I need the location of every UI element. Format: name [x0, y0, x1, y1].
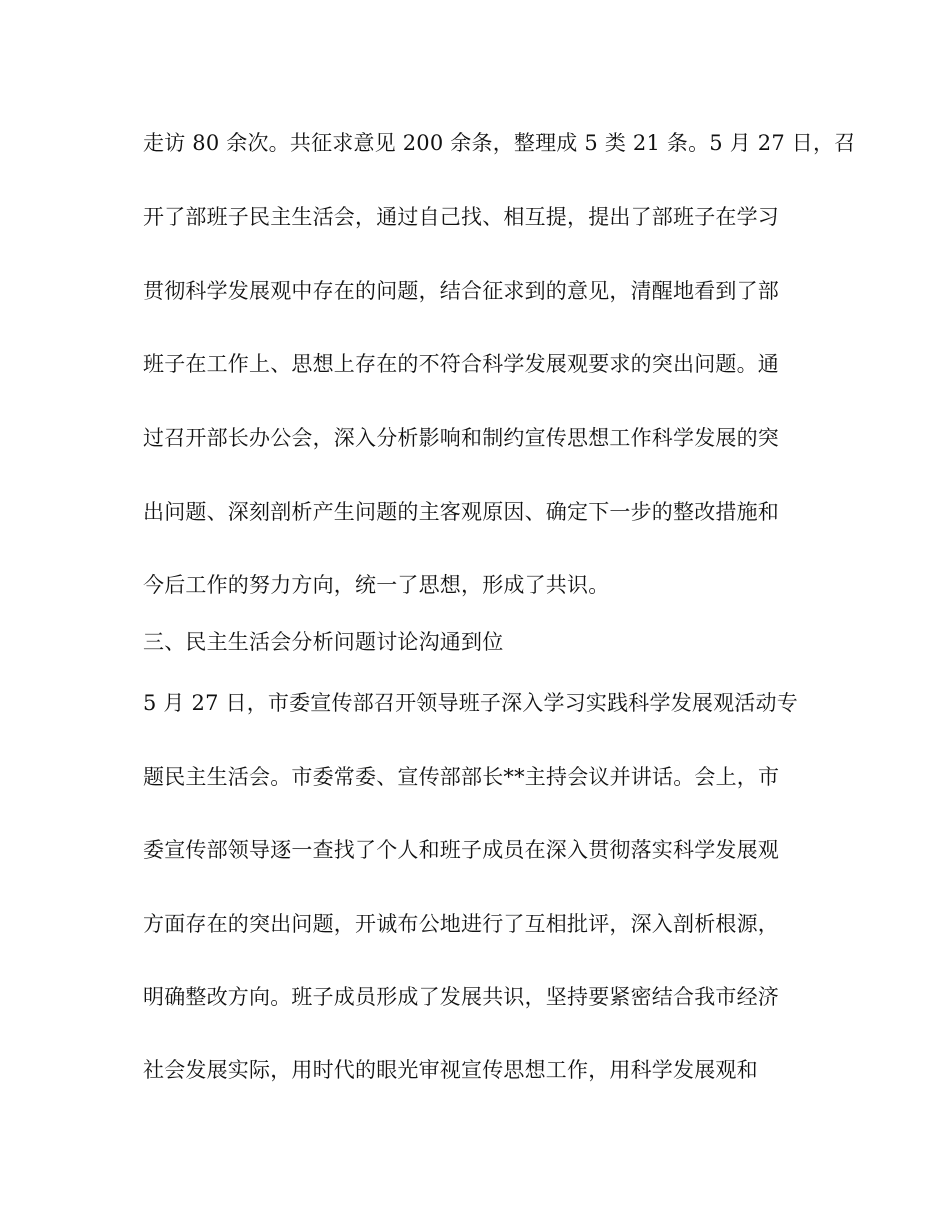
- paragraph-1-line-2: 开了部班子民主生活会，通过自己找、相互提，提出了部班子在学习: [143, 205, 779, 229]
- paragraph-1-line-6: 出问题、深刻剖析产生问题的主客观原因、确定下一步的整改措施和: [143, 500, 779, 524]
- paragraph-2-line-5: 明确整改方向。班子成员形成了发展共识，坚持要紧密结合我市经济: [143, 985, 779, 1009]
- paragraph-2-line-2: 题民主生活会。市委常委、宣传部部长**主持会议并讲话。会上，市: [143, 765, 780, 789]
- paragraph-2-line-3: 委宣传部领导逐一查找了个人和班子成员在深入贯彻落实科学发展观: [143, 838, 779, 862]
- section-heading: 三、民主生活会分析问题讨论沟通到位: [143, 630, 504, 654]
- paragraph-2-line-1: 5 月 27 日，市委宣传部召开领导班子深入学习实践科学发展观活动专: [143, 691, 798, 715]
- paragraph-1-line-1: 走访 80 余次。共征求意见 200 余条，整理成 5 类 21 条。5 月 27 日，召: [143, 131, 856, 155]
- paragraph-2-line-4: 方面存在的突出问题，开诚布公地进行了互相批评，深入剖析根源，: [143, 912, 779, 936]
- paragraph-1-line-5: 过召开部长办公会，深入分析影响和制约宣传思想工作科学发展的突: [143, 426, 779, 450]
- paragraph-2-line-6: 社会发展实际，用时代的眼光审视宣传思想工作，用科学发展观和: [143, 1058, 758, 1082]
- paragraph-1-line-3: 贯彻科学发展观中存在的问题，结合征求到的意见，清醒地看到了部: [143, 279, 779, 303]
- paragraph-1-line-4: 班子在工作上、思想上存在的不符合科学发展观要求的突出问题。通: [143, 352, 779, 376]
- paragraph-1-line-7: 今后工作的努力方向，统一了思想，形成了共识。: [143, 573, 610, 597]
